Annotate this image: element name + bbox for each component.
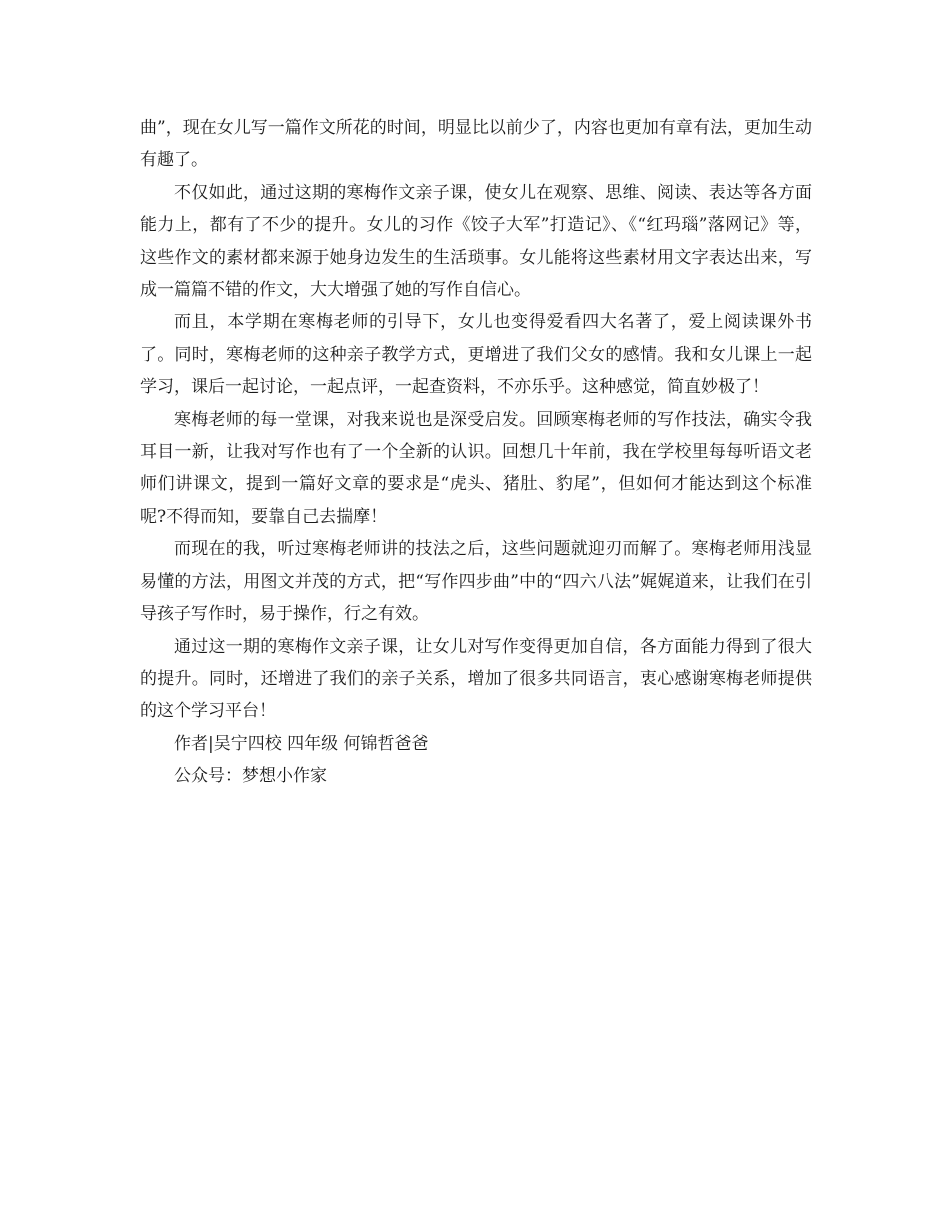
- paragraph-4: 寒梅老师的每一堂课，对我来说也是深受启发。回顾寒梅老师的写作技法，确实令我耳目一新，让我对写作也有了一个全新的认识。回想几十年前，我在学校里每每听语文老师们讲课文，提到一篇好文章的要求是“虎头、猪肚、豹尾”，但如何才能达到这个标准呢?不得而知，要靠自己去揣摩！: [140, 409, 812, 527]
- author-line: 作者|吴宁四校 四年级 何锦哲爸爸: [174, 733, 429, 754]
- paragraph-2: 不仅如此，通过这期的寒梅作文亲子课，使女儿在观察、思维、阅读、表达等各方面能力上，都有了不少的提升。女儿的习作《饺子大军”打造记》、《“红玛瑙”落网记》等，这些作文的素材都来源于她身边发生的生活琐事。女儿能将这些素材用文字表达出来，写成一篇篇不错的作文，大大增强了她的写作自信心。: [140, 182, 812, 301]
- paragraph-1: 曲”，现在女儿写一篇作文所花的时间，明显比以前少了，内容也更加有章有法，更加生动有趣了。: [140, 118, 812, 171]
- paragraph-6: 通过这一期的寒梅作文亲子课，让女儿对写作变得更加自信，各方面能力得到了很大的提升。同时，还增进了我们的亲子关系，增加了很多共同语言，衷心感谢寒梅老师提供的这个学习平台！: [140, 636, 812, 722]
- paragraph-3: 而且，本学期在寒梅老师的引导下，女儿也变得爱看四大名著了，爱上阅读课外书了。同时，寒梅老师的这种亲子教学方式，更增进了我们父女的感情。我和女儿课上一起学习，课后一起讨论，一起点评，一起查资料，不亦乐乎。这种感觉，简直妙极了！: [140, 312, 812, 398]
- paragraph-5: 而现在的我，听过寒梅老师讲的技法之后，这些问题就迎刃而解了。寒梅老师用浅显易懂的方法，用图文并茂的方式，把“写作四步曲”中的“四六八法”娓娓道来，让我们在引导孩子写作时，易于操作，行之有效。: [140, 539, 812, 625]
- account-line: 公众号：梦想小作家: [174, 766, 327, 787]
- article-body: [140, 112, 812, 793]
